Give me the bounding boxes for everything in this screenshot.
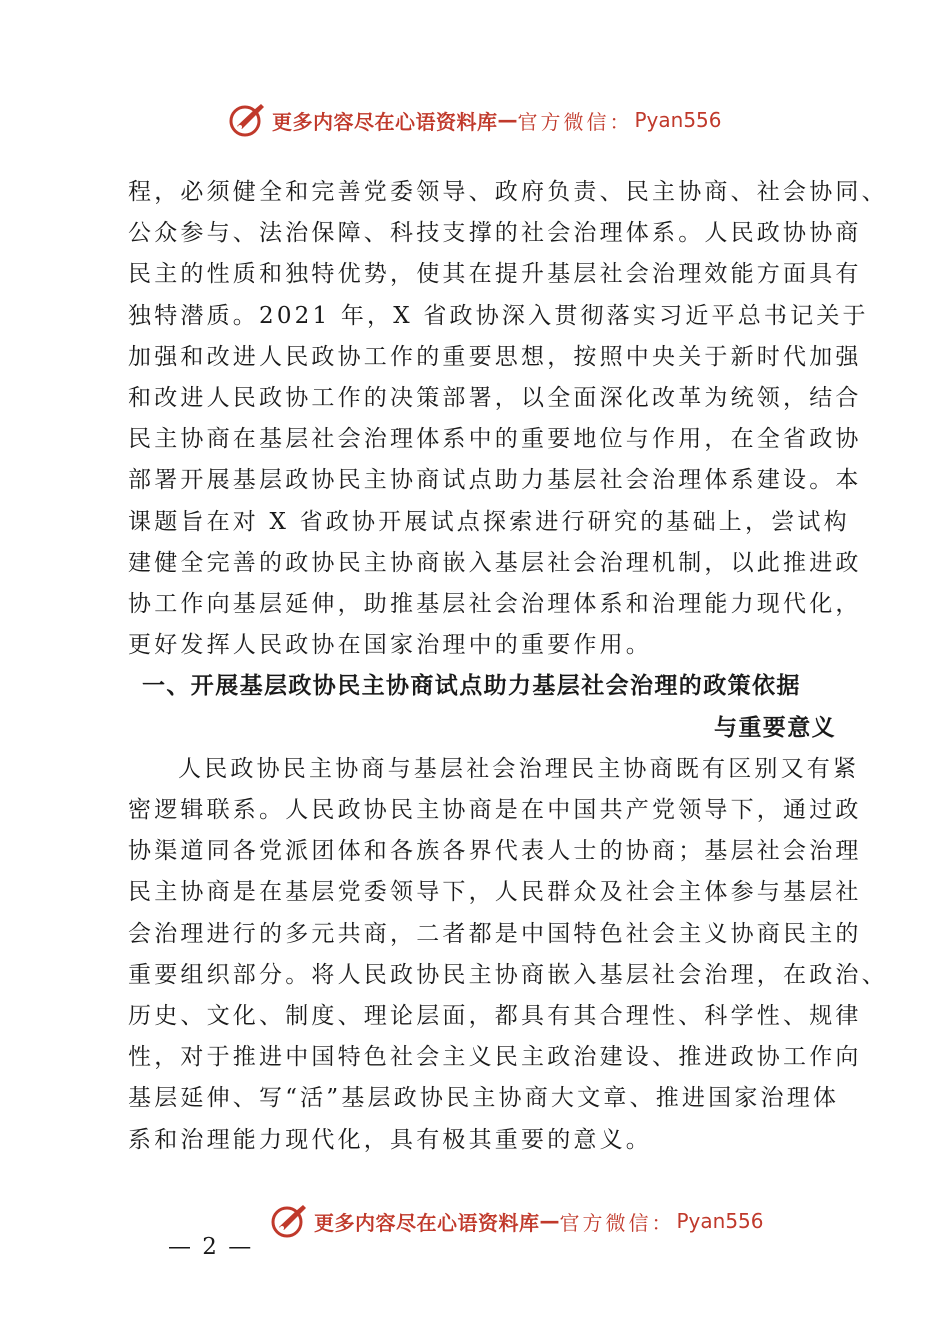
watermark-footer	[270, 1203, 764, 1239]
paragraph-line: 人民政协民主协商与基层社会治理民主协商既有区别又有紧	[178, 755, 860, 782]
paragraph-line: 历史、文化、制度、理论层面，都具有其合理性、科学性、规律	[128, 1003, 862, 1030]
body-line: 加强和改进人民政协工作的重要思想，按照中央关于新时代加强	[128, 343, 862, 370]
watermark-dash: —	[497, 108, 518, 132]
body-line: 建健全完善的政协民主协商嵌入基层社会治理机制，以此推进政	[128, 549, 862, 576]
body-line: 独特潜质。2021 年，X 省政协深入贯彻落实习近平总书记关于	[128, 302, 869, 329]
document-body	[128, 172, 888, 1161]
watermark-label: 官方微信：	[559, 1210, 675, 1235]
section-heading-continued: 与重要意义	[714, 714, 836, 741]
body-line: 课题旨在对 X 省政协开展试点探索进行研究的基础上，尝试构	[128, 508, 850, 535]
pen-logo-icon	[270, 1203, 308, 1239]
paragraph-line: 重要组织部分。将人民政协民主协商嵌入基层社会治理，在政治、	[128, 961, 888, 988]
body-line: 协工作向基层延伸，助推基层社会治理体系和治理能力现代化，	[128, 591, 862, 618]
pen-logo-icon	[228, 102, 266, 138]
paragraph-line: 系和治理能力现代化，具有极其重要的意义。	[128, 1126, 652, 1153]
watermark-prefix: 更多内容尽在心语资料库	[314, 1210, 540, 1235]
paragraph-line: 性，对于推进中国特色社会主义民主政治建设、推进政协工作向	[128, 1044, 862, 1071]
paragraph-line: 密逻辑联系。人民政协民主协商是在中国共产党领导下，通过政	[128, 797, 862, 824]
watermark-prefix: 更多内容尽在心语资料库	[272, 109, 498, 134]
watermark-header	[228, 102, 722, 138]
section-heading: 一、开展基层政协民主协商试点助力基层社会治理的政策依据	[142, 673, 801, 700]
watermark-dash: —	[539, 1209, 560, 1233]
watermark-wechat-id: Pyan556	[676, 1209, 764, 1233]
body-line: 民主协商在基层社会治理体系中的重要地位与作用，在全省政协	[128, 426, 862, 453]
body-line: 更好发挥人民政协在国家治理中的重要作用。	[128, 632, 652, 659]
page-number: — 2 —	[168, 1234, 254, 1260]
watermark-wechat-id: Pyan556	[634, 108, 722, 132]
body-line: 民主的性质和独特优势，使其在提升基层社会治理效能方面具有	[128, 261, 862, 288]
body-line: 程，必须健全和完善党委领导、政府负责、民主协商、社会协同、	[128, 179, 888, 205]
paragraph-line: 会治理进行的多元共商，二者都是中国特色社会主义协商民主的	[128, 920, 862, 947]
paragraph-line: 基层延伸、写“活”基层政协民主协商大文章、推进国家治理体	[128, 1085, 840, 1112]
body-line: 公众参与、法治保障、科技支撑的社会治理体系。人民政协协商	[128, 220, 862, 247]
paragraph-line: 民主协商是在基层党委领导下，人民群众及社会主体参与基层社	[128, 879, 862, 906]
body-line: 和改进人民政协工作的决策部署，以全面深化改革为统领，结合	[128, 385, 862, 412]
body-line: 部署开展基层政协民主协商试点助力基层社会治理体系建设。本	[128, 467, 862, 494]
watermark-label: 官方微信：	[517, 109, 633, 134]
paragraph-line: 协渠道同各党派团体和各族各界代表人士的协商；基层社会治理	[128, 838, 862, 865]
